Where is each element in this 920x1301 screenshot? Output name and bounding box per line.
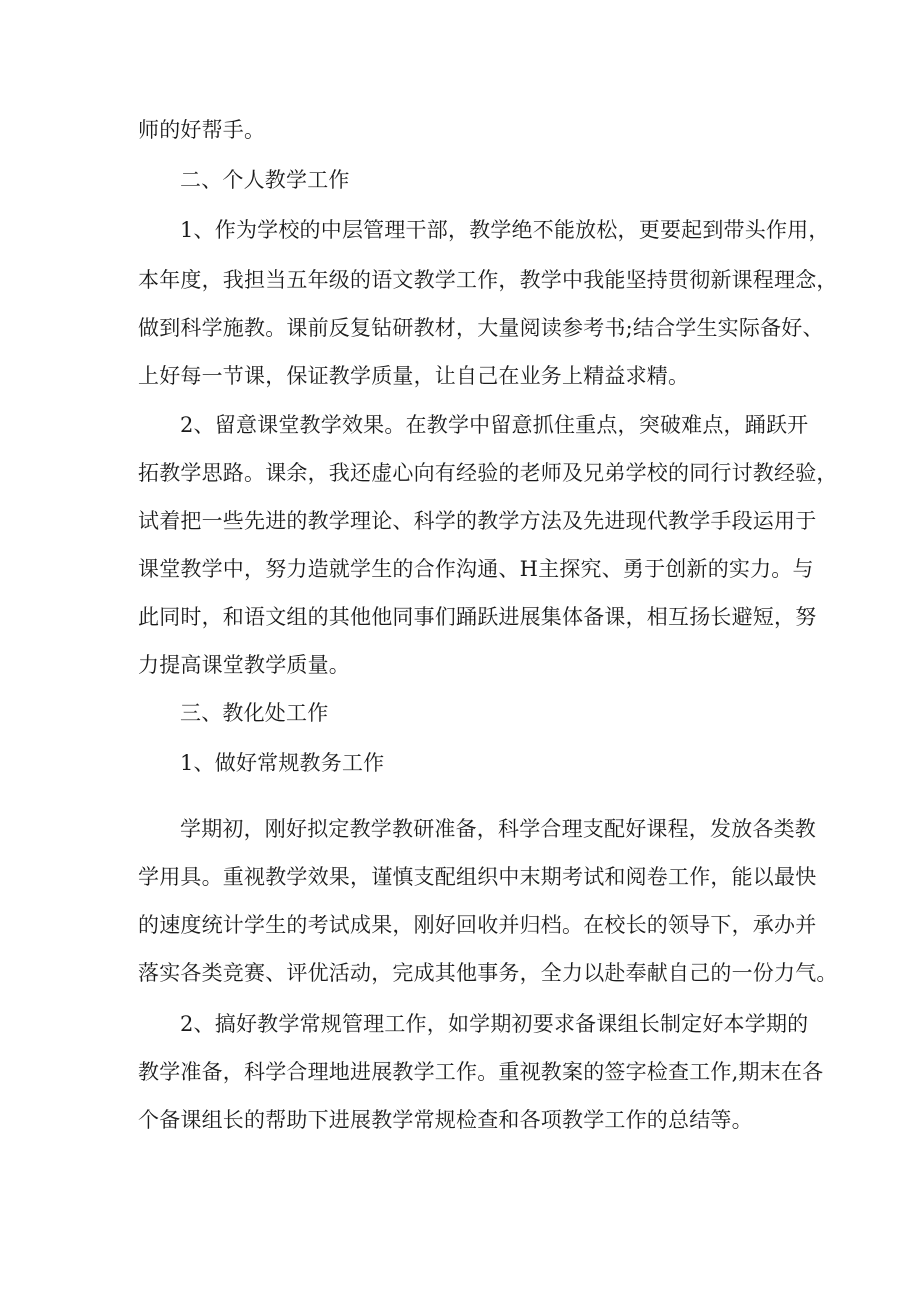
text-line-1: 师的好帮手。 xyxy=(138,118,266,142)
text-line-9: 试着把一些先进的教学理论、科学的教学方法及先进现代教学手段运用于 xyxy=(138,509,817,533)
text-line-7: 2、留意课堂教学效果。在教学中留意抓住重点，突破难点，踊跃开 xyxy=(180,413,809,437)
text-line-20: 教学准备，科学合理地进展教学工作。重视教案的签字检查工作,期末在各 xyxy=(138,1060,824,1084)
text-line-18: 落实各类竞赛、评优活动，完成其他事务，全力以赴奉献自己的一份力气。 xyxy=(138,961,838,985)
text-line-3: 1、作为学校的中层管理干部，教学绝不能放松，更要起到带头作用， xyxy=(180,218,830,242)
subsection-heading-1: 1、做好常规教务工作 xyxy=(180,751,385,775)
text-line-5: 做到科学施教。课前反复钻研教材，大量阅读参考书;结合学生实际备好、 xyxy=(138,316,824,340)
section-heading-3: 三、教化处工作 xyxy=(180,701,329,725)
text-line-15: 学期初，刚好拟定教学教研准备，科学合理支配好课程，发放各类教 xyxy=(180,817,816,841)
text-line-19: 2、搞好教学常规管理工作，如学期初要求备课组长制定好本学期的 xyxy=(180,1012,809,1036)
text-line-21: 个备课组长的帮助下进展教学常规检查和各项教学工作的总结等。 xyxy=(138,1108,753,1132)
section-heading-2: 二、个人教学工作 xyxy=(180,168,350,192)
text-line-11: 此同时，和语文组的其他他同事们踊跃进展集体备课，相互扬长避短，努 xyxy=(138,605,817,629)
text-line-6: 上好每一节课，保证教学质量，让自己在业务上精益求精。 xyxy=(138,364,690,388)
text-line-8: 拓教学思路。课余，我还虚心向有经验的老师及兄弟学校的同行讨教经验， xyxy=(138,461,838,485)
text-line-10: 课堂教学中，努力造就学生的合作沟通、H主探究、勇于创新的实力。与 xyxy=(138,557,814,581)
text-line-16: 学用具。重视教学效果，谨慎支配组织中末期考试和阅卷工作，能以最快 xyxy=(138,865,817,889)
text-line-12: 力提高课堂教学质量。 xyxy=(138,653,350,677)
text-line-17: 的速度统计学生的考试成果，刚好回收并归档。在校长的领导下，承办并 xyxy=(138,913,817,937)
text-line-4: 本年度，我担当五年级的语文教学工作，教学中我能坚持贯彻新课程理念， xyxy=(138,268,838,292)
